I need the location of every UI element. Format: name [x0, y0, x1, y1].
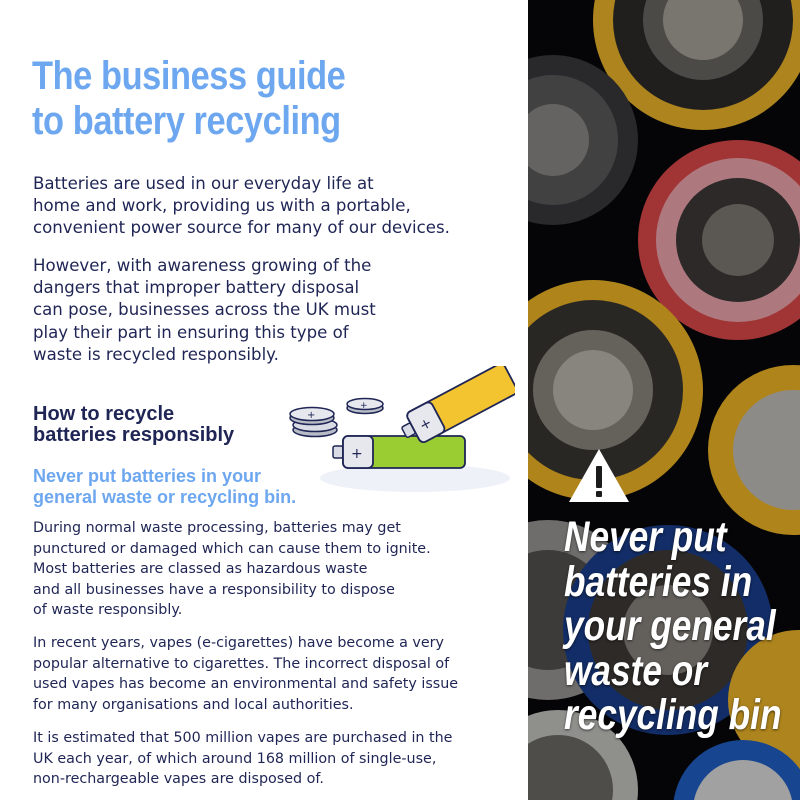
- intro-paragraph-2: [33, 255, 376, 366]
- vapes-paragraph: [33, 633, 458, 715]
- section-heading: [33, 404, 234, 446]
- text-line: used vapes has become an environmental and safety issue: [33, 676, 459, 693]
- text-line: play their part in ensuring this type of: [33, 322, 349, 342]
- coin-cell-plus: +: [360, 401, 368, 411]
- text-line: and all businesses have a responsibility to dispose: [33, 581, 395, 598]
- text-line: for many organisations and local authorities.: [33, 696, 354, 713]
- text-line: dangers that improper battery disposal: [33, 278, 360, 298]
- subheading-line: Never put batteries in your: [33, 466, 262, 486]
- coin-cell-icon: [290, 399, 383, 437]
- statistics-paragraph: [33, 728, 452, 790]
- text-line: Most batteries are classed as hazardous waste: [33, 561, 368, 578]
- overlay-line: waste or: [564, 646, 708, 695]
- green-battery-icon: [333, 436, 465, 468]
- subheading-line: general waste or recycling bin.: [33, 487, 297, 507]
- section-subheading: [33, 466, 296, 508]
- text-line: of waste responsibly.: [33, 602, 183, 619]
- text-line: It is estimated that 500 million vapes are purchased in the: [33, 730, 453, 746]
- text-line: can pose, businesses across the UK must: [33, 300, 376, 320]
- heading-line: batteries responsibly: [33, 424, 235, 446]
- text-line: However, with awareness growing of the: [33, 256, 372, 275]
- title-line-2: to battery recycling: [32, 99, 341, 143]
- text-line: popular alternative to cigarettes. The incorrect disposal of: [33, 655, 450, 672]
- title-line-1: The business guide: [32, 54, 346, 98]
- hazard-paragraph: [33, 518, 431, 621]
- page-title: [32, 54, 346, 144]
- overlay-line: recycling bin: [564, 691, 782, 739]
- overlay-line: Never put: [564, 513, 727, 561]
- overlay-line: your general: [564, 602, 776, 650]
- text-line: non-rechargeable vapes are disposed of.: [33, 771, 324, 788]
- text-line: Batteries are used in our everyday life at: [33, 174, 374, 193]
- overlay-line: batteries in: [564, 557, 753, 606]
- coin-cell-plus: +: [307, 410, 316, 421]
- text-line: In recent years, vapes (e-cigarettes) have become a very: [33, 635, 444, 651]
- battery-plus: +: [351, 446, 363, 462]
- intro-paragraph-1: [33, 173, 450, 240]
- text-line: waste is recycled responsibly.: [33, 344, 279, 364]
- text-line: UK each year, of which around 168 million of single-use,: [33, 750, 437, 767]
- text-line: During normal waste processing, batteries may get: [33, 520, 401, 536]
- heading-line: How to recycle: [33, 403, 175, 425]
- batteries-illustration: [285, 366, 515, 496]
- photo-overlay-warning: [564, 515, 782, 738]
- text-line: punctured or damaged which can cause them to ignite.: [33, 540, 431, 557]
- text-line: home and work, providing us with a portable,: [33, 196, 411, 216]
- warning-triangle-icon: [566, 446, 632, 506]
- battery-plus: +: [416, 414, 435, 435]
- text-line: convenient power source for many of our devices.: [33, 218, 450, 238]
